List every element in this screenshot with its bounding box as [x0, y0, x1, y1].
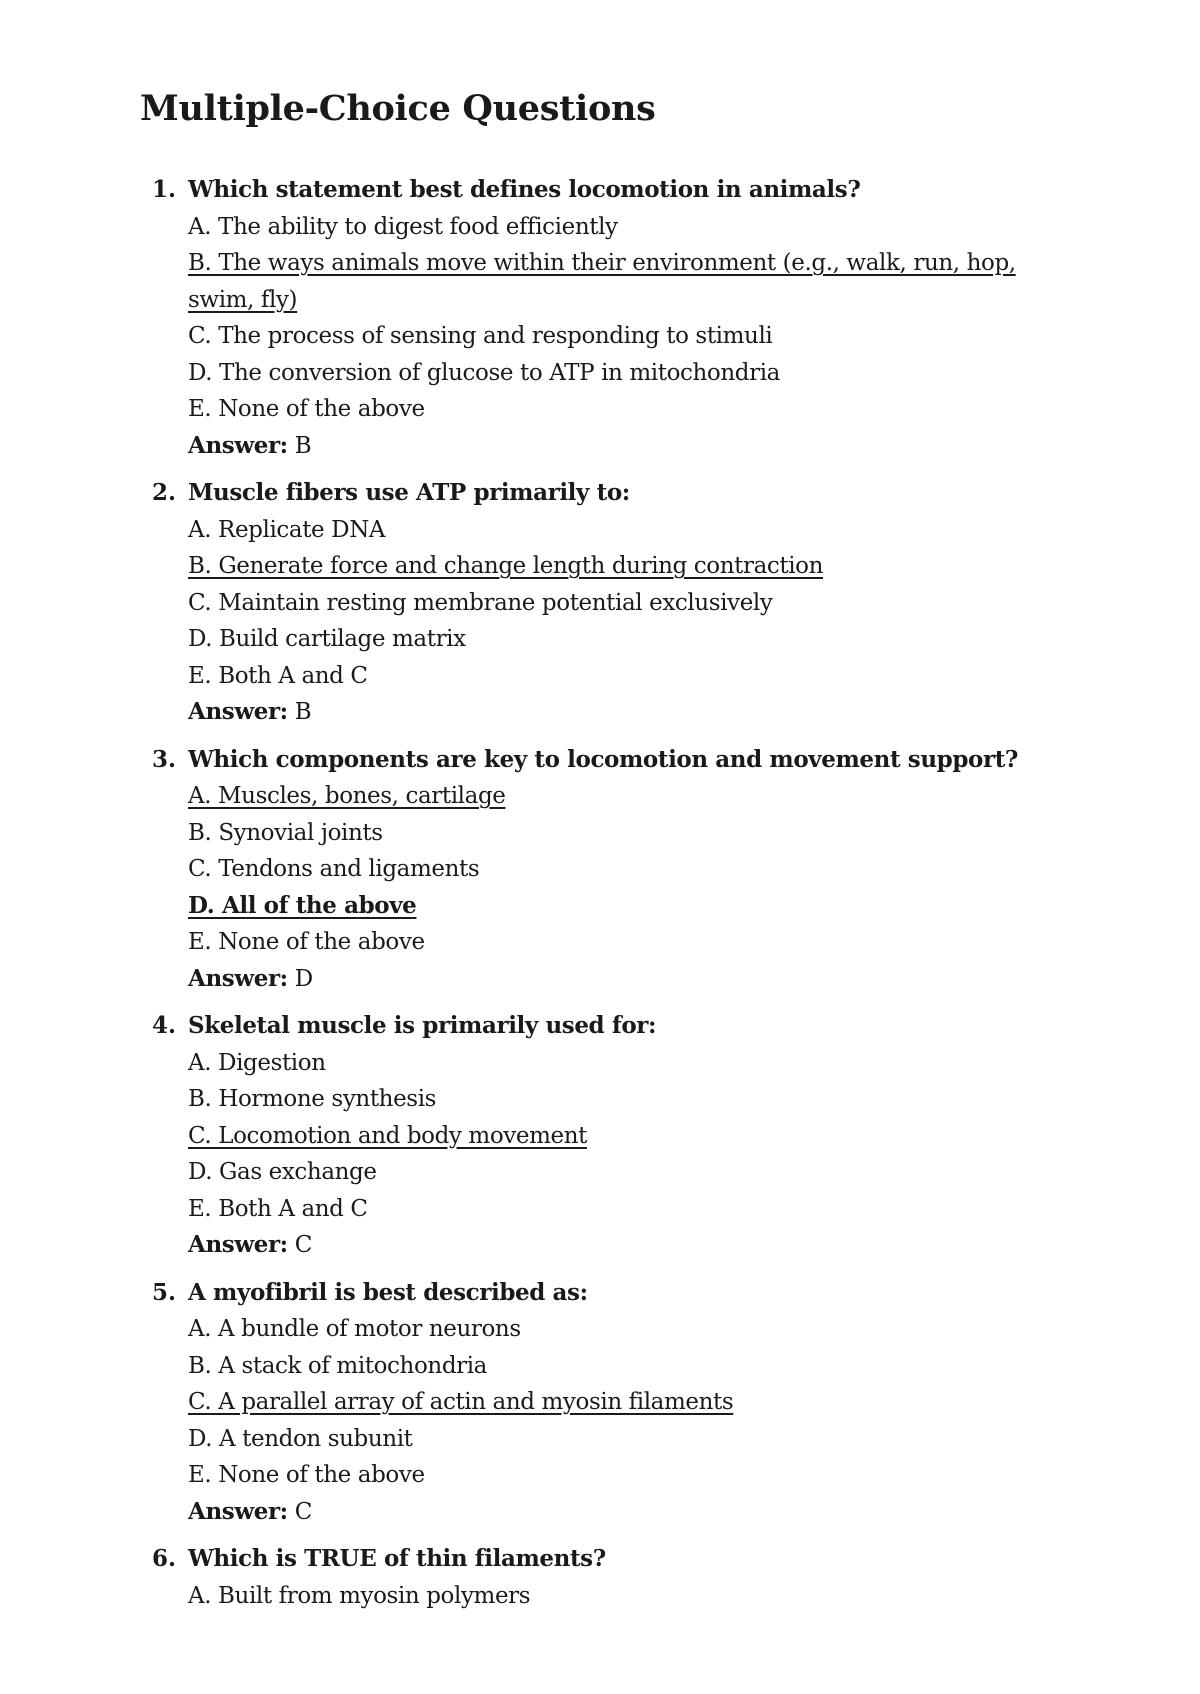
question-item	[0, 172, 1200, 464]
question-text: Muscle fibers use ATP primarily to:	[188, 479, 630, 506]
answer-option: E. Both A and C	[188, 662, 368, 689]
answer-option: E. None of the above	[188, 396, 425, 422]
answer-option: D. All of the above	[188, 891, 417, 919]
answer-value: C	[294, 1232, 312, 1258]
answer-option: E. None of the above	[188, 929, 425, 955]
answer-label: Answer:	[188, 431, 288, 459]
question-item	[0, 475, 1200, 731]
question-stem	[0, 475, 1200, 512]
page-title: Multiple-Choice Questions	[140, 88, 656, 129]
answer-option: D. Gas exchange	[188, 1159, 377, 1185]
answer-value: D	[294, 965, 313, 992]
answer-key	[188, 961, 1200, 998]
question-text: Which statement best defines locomotion in animals?	[188, 176, 861, 203]
answer-key	[188, 1494, 1200, 1531]
answer-option: C. A parallel array of actin and myosin filaments	[188, 1389, 734, 1415]
answer-option: D. A tendon subunit	[188, 1425, 413, 1452]
question-number: 2.	[152, 479, 177, 506]
answer-option: A. Muscles, bones, cartilage	[188, 783, 506, 809]
answer-option: A. The ability to digest food efficiently	[188, 213, 618, 240]
answer-option: C. Locomotion and body movement	[188, 1122, 587, 1149]
answer-option: B. The ways animals move within their environment (e.g., walk, run, hop, swim, fly)	[188, 250, 1016, 313]
question-item	[0, 742, 1200, 998]
answer-option: E. Both A and C	[188, 1195, 368, 1222]
question-item	[0, 1275, 1200, 1531]
question-stem	[0, 1008, 1200, 1045]
question-stem	[0, 172, 1200, 209]
answer-label: Answer:	[188, 1497, 288, 1525]
answer-key	[188, 428, 1200, 465]
question-stem	[0, 742, 1200, 779]
answer-option: B. Generate force and change length during contraction	[188, 553, 824, 579]
answer-key	[188, 1227, 1200, 1264]
answer-option: D. Build cartilage matrix	[188, 626, 466, 652]
question-text: Skeletal muscle is primarily used for:	[188, 1012, 657, 1039]
answer-value: B	[294, 699, 312, 725]
answer-option: C. Maintain resting membrane potential exclusively	[188, 589, 773, 616]
answer-label: Answer:	[188, 1231, 288, 1258]
question-stem	[0, 1541, 1200, 1578]
question-number: 4.	[152, 1012, 177, 1039]
answer-option: A. Digestion	[188, 1049, 326, 1076]
question-text: Which components are key to locomotion and movement support?	[188, 745, 1018, 773]
answer-option: B. Synovial joints	[188, 819, 383, 846]
question-number: 1.	[152, 176, 177, 203]
answer-value: C	[294, 1498, 312, 1525]
answer-option: C. Tendons and ligaments	[188, 856, 480, 882]
answer-option: B. Hormone synthesis	[188, 1086, 437, 1112]
answer-label: Answer:	[188, 698, 288, 725]
answer-option: A. Replicate DNA	[188, 516, 386, 543]
answer-value: B	[294, 432, 312, 459]
answer-option: B. A stack of mitochondria	[188, 1352, 487, 1379]
question-stem	[0, 1275, 1200, 1312]
answer-label: Answer:	[188, 964, 288, 992]
answer-option: A. A bundle of motor neurons	[188, 1316, 521, 1342]
answer-option: C. The process of sensing and responding to stimuli	[188, 323, 773, 349]
question-list	[0, 172, 1200, 1625]
question-item	[0, 1541, 1200, 1614]
answer-option: E. None of the above	[188, 1462, 425, 1488]
question-number: 6.	[152, 1545, 177, 1572]
question-item	[0, 1008, 1200, 1264]
answer-option: A. Built from myosin polymers	[188, 1582, 531, 1609]
question-number: 5.	[152, 1278, 177, 1306]
answer-option: D. The conversion of glucose to ATP in mitochondria	[188, 359, 780, 386]
question-text: A myofibril is best described as:	[188, 1278, 588, 1306]
question-text: Which is TRUE of thin filaments?	[188, 1545, 606, 1572]
question-number: 3.	[152, 745, 177, 773]
answer-key	[188, 694, 1200, 731]
